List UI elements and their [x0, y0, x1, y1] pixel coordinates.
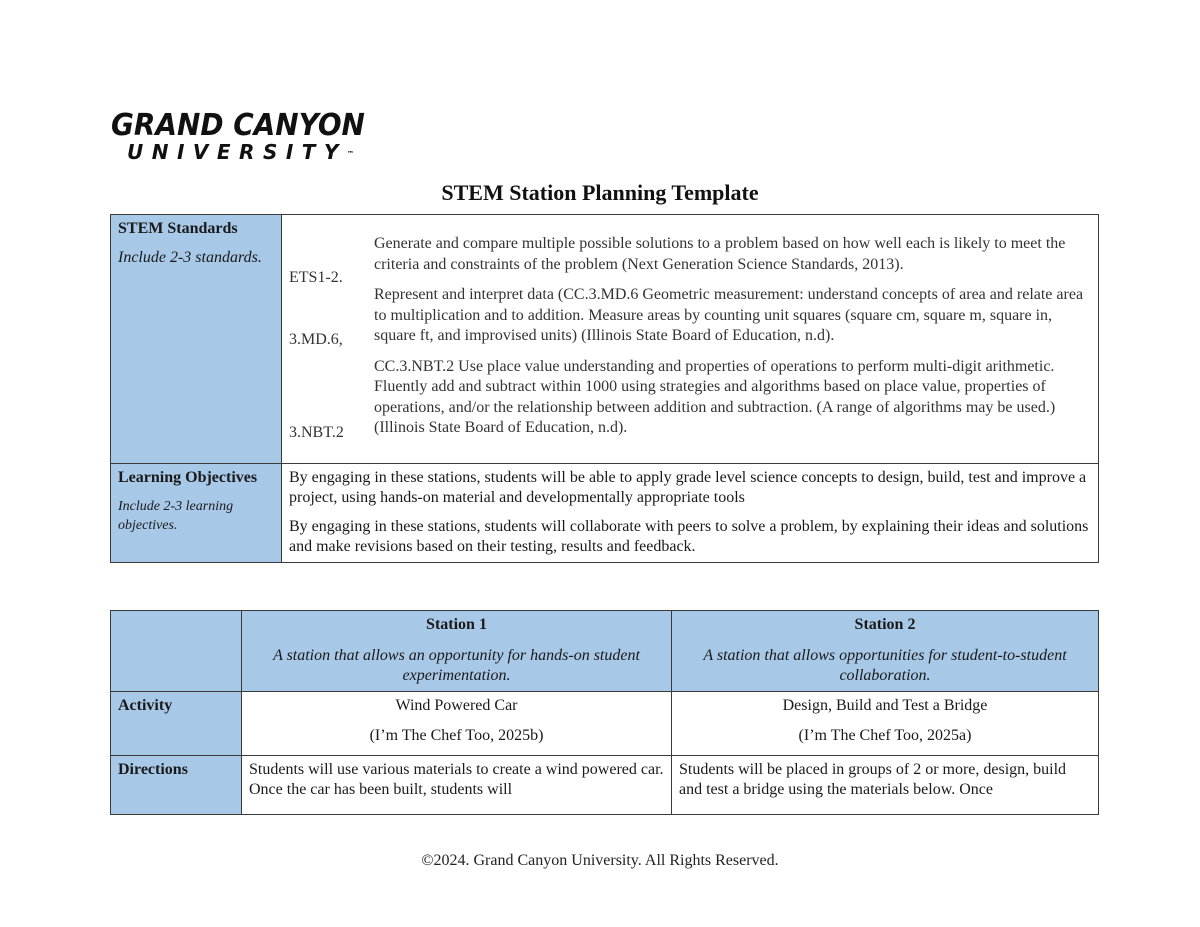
- station1-description: A station that allows an opportunity for hands-on student experimentation.: [273, 646, 640, 684]
- standards-label: STEM Standards: [118, 220, 238, 237]
- directions-label: Directions: [111, 755, 242, 814]
- objective-item: By engaging in these stations, students will be able to apply grade level science concepts to design, build, test and improve a project, using hands-on material and developmentally appropriate tools: [289, 468, 1087, 506]
- station2-description: A station that allows opportunities for student-to-student collaboration.: [703, 646, 1067, 684]
- directions-row: [111, 755, 1099, 814]
- standard-text: CC.3.NBT.2 Use place value understanding and properties of operations to perform multi-digit arithmetic. Fluently add and subtract within 1000 using strategies and algorithms based on place value, properties of operations, and/or the relationship between addition and subtraction. (A range of algorithms may be used.) (Illinois State Board of Education, n.d).: [374, 357, 1056, 436]
- activity-row: [111, 691, 1099, 755]
- stations-corner-cell: [111, 611, 242, 692]
- standards-instruction: Include 2-3 standards.: [118, 248, 262, 266]
- objectives-row: [111, 463, 1099, 562]
- logo-trademark: ™: [346, 150, 354, 158]
- gcu-logo: [111, 108, 371, 164]
- station2-title: Station 2: [854, 616, 916, 633]
- objective-item: By engaging in these stations, students will collaborate with peers to solve a problem, by explaining their ideas and solutions and make revisions based on their testing, results and feedback.: [289, 517, 1089, 555]
- station1-activity-citation: (I’m The Chef Too, 2025b): [369, 727, 544, 744]
- station2-activity-citation: (I’m The Chef Too, 2025a): [798, 727, 972, 744]
- station1-directions: Students will use various materials to create a wind powered car. Once the car has been built, students will: [242, 755, 672, 814]
- standards-content-cell: [282, 215, 1099, 464]
- standard-code: 3.NBT.2: [289, 423, 344, 441]
- copyright-footer: ©2024. Grand Canyon University. All Rights Reserved.: [421, 852, 779, 869]
- standard-item: [289, 357, 1091, 439]
- standard-text: Generate and compare multiple possible solutions to a problem based on how well each is likely to meet the criteria and constraints of the problem (Next Generation Science Standards, 2013).: [374, 235, 1066, 273]
- objectives-label: Learning Objectives: [118, 468, 258, 486]
- station2-header-cell: [672, 611, 1099, 692]
- station2-directions: Students will be placed in groups of 2 or more, design, build and test a bridge using the materials below. Once: [672, 755, 1099, 814]
- logo-wordmark-top: GRAND CANYON: [111, 108, 365, 143]
- station2-activity-name: Design, Build and Test a Bridge: [782, 696, 988, 714]
- standard-item: [289, 285, 1091, 347]
- standards-objectives-table: [110, 214, 1099, 563]
- standard-text: Represent and interpret data (CC.3.MD.6 Geometric measurement: understand concepts of area and relate area to multiplication and to addition. Measure areas by counting unit squares (square cm, square m, square in, square ft, and improvised units) (Illinois State Board of Education, n.d).: [374, 286, 1084, 344]
- station1-title: Station 1: [426, 616, 487, 633]
- activity-label: Activity: [111, 691, 242, 755]
- standard-item: [289, 234, 1091, 286]
- standard-code: 3.MD.6,: [289, 331, 343, 348]
- objectives-instruction: Include 2-3 learning objectives.: [118, 499, 234, 533]
- station1-activity-name: Wind Powered Car: [395, 696, 518, 714]
- station1-activity-cell: [242, 691, 672, 755]
- station2-activity-cell: [672, 691, 1099, 755]
- stations-table: [110, 610, 1099, 815]
- page-title: STEM Station Planning Template: [441, 180, 759, 205]
- standards-header-cell: [111, 215, 282, 464]
- logo-wordmark-bottom: [111, 141, 371, 163]
- objectives-header-cell: [111, 463, 282, 562]
- standards-row: [111, 215, 1099, 464]
- stations-header-row: [111, 611, 1099, 692]
- objectives-content-cell: [282, 463, 1099, 562]
- station1-header-cell: [242, 611, 672, 692]
- logo-university: UNIVERSITY: [127, 140, 347, 164]
- standard-code: ETS1-2.: [289, 269, 343, 286]
